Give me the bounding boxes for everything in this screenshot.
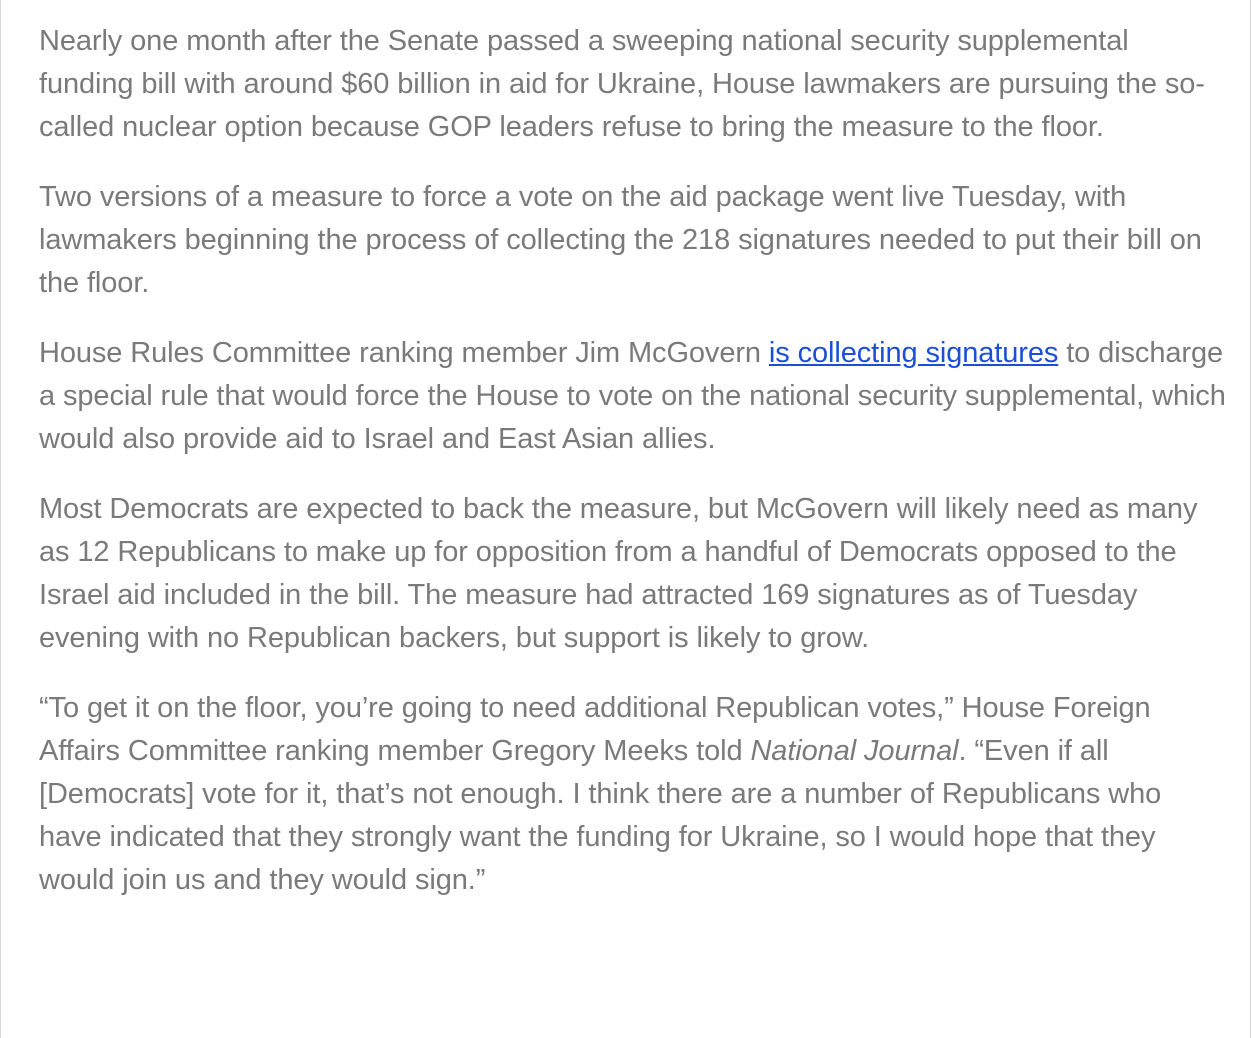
publication-name: National Journal [750, 735, 959, 767]
paragraph-4: Most Democrats are expected to back the measure, but McGovern will likely need as many as 12 Republicans to make up for opposition from a handful of Democrats opposed to the Israel aid included in the bill. The measure had attracted 169 signatures as of Tuesday evening with no Republican backers, but support is likely to grow. [39, 493, 1198, 654]
paragraph-1: Nearly one month after the Senate passed a sweeping national security supplemental funding bill with around $60 billion in aid for Ukraine, House lawmakers are pursuing the so-called nuclear option because GOP leaders refuse to bring the measure to the floor. [39, 25, 1205, 143]
paragraph-5 [39, 687, 1229, 902]
paragraph-3-text-before: House Rules Committee ranking member Jim McGovern [39, 337, 769, 369]
article-body [39, 20, 1229, 929]
paragraph-5-text-before: “To get it on the floor, you’re going to need additional Republican votes,” House Foreign Affairs Committee ranking member Gregory Meeks told [39, 692, 1151, 767]
paragraph-5-text-after: . “Even if all [Democrats] vote for it, that’s not enough. I think there are a number of Republicans who have indicated that they strongly want the funding for Ukraine, so I would hope that they would join us and they would sign.” [39, 735, 1162, 896]
paragraph-3 [39, 332, 1229, 461]
paragraph-2: Two versions of a measure to force a vote on the aid package went live Tuesday, with lawmakers beginning the process of collecting the 218 signatures needed to put their bill on the floor. [39, 181, 1202, 299]
paragraph-3-text-after: to discharge a special rule that would force the House to vote on the national security supplemental, which would also provide aid to Israel and East Asian allies. [39, 337, 1226, 455]
collecting-signatures-link[interactable]: is collecting signatures [768, 337, 1059, 369]
